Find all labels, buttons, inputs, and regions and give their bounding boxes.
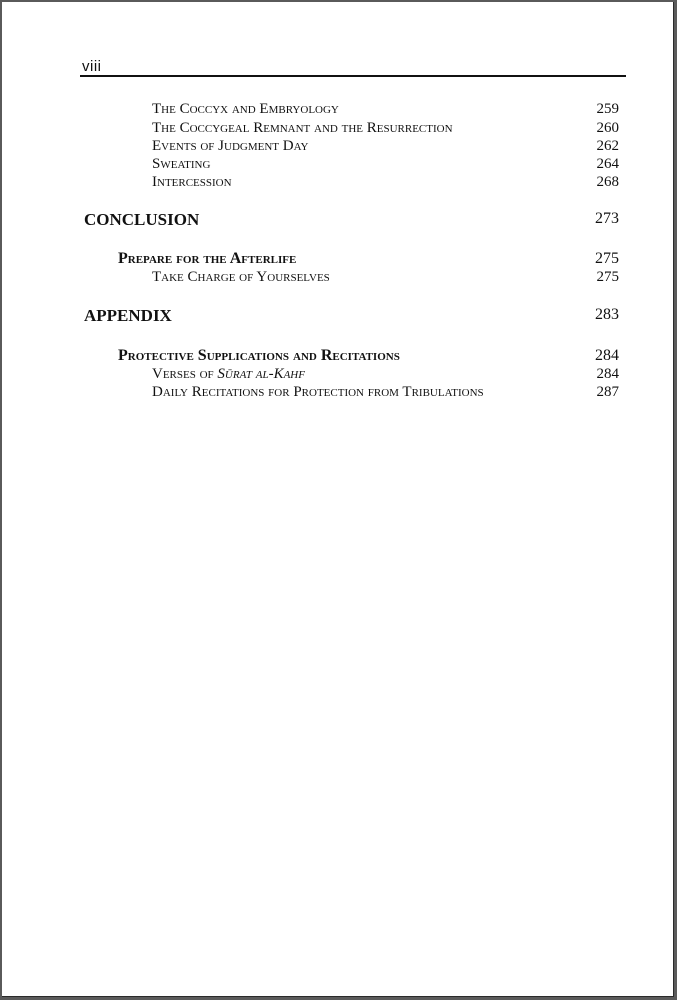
toc-heading-page: 273 [595, 210, 619, 227]
page-number: viii [82, 58, 102, 75]
toc-entry-label-italic: Sūrat al-Kahf [217, 366, 305, 382]
toc-entry-label: Take Charge of Yourselves [152, 269, 330, 285]
toc-entry-page: 264 [596, 156, 619, 172]
toc-entry-label-prefix: Verses of [152, 366, 218, 382]
toc-heading-page: 283 [595, 306, 619, 323]
toc-entry-label: The Coccygeal Remnant and the Resurrection [152, 120, 453, 136]
toc-entry-page: 268 [596, 174, 619, 190]
toc-section-page: 275 [595, 250, 619, 267]
toc-heading-label: CONCLUSION [84, 210, 200, 229]
toc-entry-page: 259 [596, 101, 619, 117]
toc-entry-label: Daily Recitations for Protection from Tribulations [152, 384, 484, 400]
toc-entry-label [152, 366, 305, 383]
toc-section-page: 284 [595, 347, 619, 364]
toc-section-label: Protective Supplications and Recitations [118, 347, 400, 364]
toc-entry-label: Sweating [152, 156, 211, 172]
toc-entry-page: 260 [596, 120, 619, 136]
toc-entry-label: Intercession [152, 174, 232, 190]
toc-entry-page: 275 [596, 269, 619, 285]
toc-section-label: Prepare for the Afterlife [118, 250, 297, 267]
header-rule [80, 75, 626, 77]
toc-entry-page: 287 [596, 384, 619, 400]
toc-heading-label: APPENDIX [84, 306, 172, 325]
toc-entry-page: 262 [596, 138, 619, 154]
book-page [2, 2, 674, 997]
toc-entry-label: Events of Judgment Day [152, 138, 309, 154]
toc-entry-page: 284 [596, 366, 619, 382]
toc-entry-label: The Coccyx and Embryology [152, 101, 339, 117]
